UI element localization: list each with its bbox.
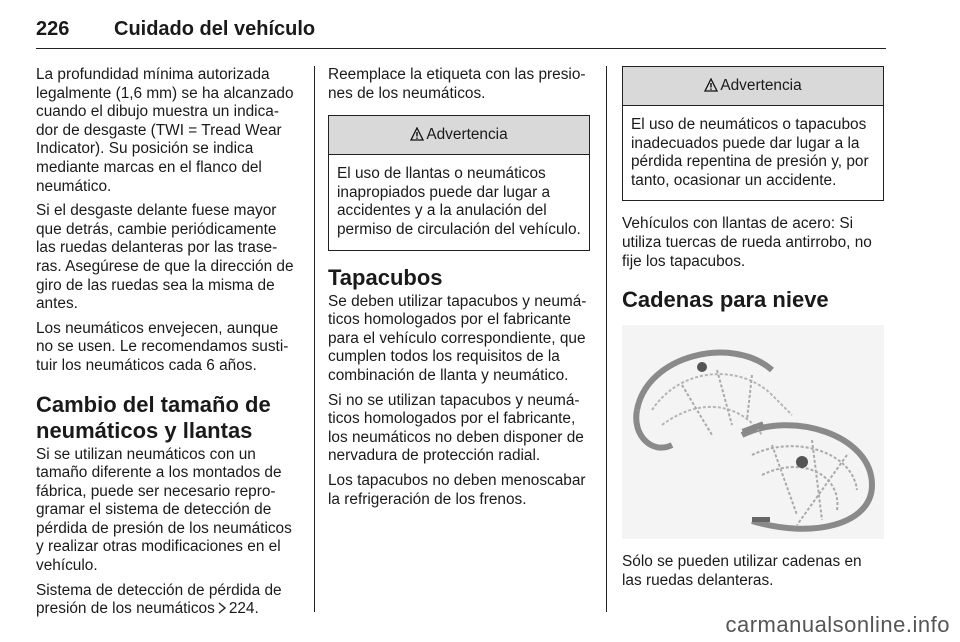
page-reference-arrow-icon — [217, 602, 227, 614]
chapter-title: Cuidado del vehículo — [114, 18, 316, 40]
paragraph-steel-rims: Vehículos con llantas de acero: Si utiliza tuercas de rueda antirrobo, no fije los tapacubos. — [622, 215, 872, 270]
warning-box-rims — [328, 115, 590, 250]
pressure-reference-text: Sistema de detección de pérdida de presión de los neumáticos — [36, 581, 282, 618]
watermark: carmanualsonline.info — [725, 612, 950, 637]
column-3 — [622, 66, 884, 596]
page-header — [36, 10, 886, 49]
warning-text: El uso de llantas o neumáticos inapropiados puede dar lugar a accidentes y a la anulación del permiso de circulación del vehículo. — [337, 165, 581, 238]
warning-text: El uso de neumáticos o tapacubos inadecuados puede dar lugar a la pérdida repentina de presión y, por tanto, ocasionar un accidente. — [631, 116, 869, 189]
heading-tyre-size-change: Cambio del tamaño de neumáticos y llantas — [36, 391, 271, 443]
warning-header — [623, 67, 883, 106]
heading-hubcaps: Tapacubos — [328, 264, 443, 290]
paragraph-hubcaps-approved: Se deben utilizar tapacubos y neumá-ticos homologados por el fabricante para el vehículo correspondiente, que cumplen todos los requisitos de la combinación de llanta y neumático. — [328, 292, 587, 384]
column-divider-1 — [314, 66, 315, 612]
warning-header — [329, 116, 589, 155]
snow-chains-illustration — [622, 325, 884, 539]
warning-icon — [410, 127, 424, 141]
column-2 — [328, 66, 590, 515]
paragraph-tread-depth: La profundidad mínima autorizada legalmente (1,6 mm) se ha alcanzado cuando el dibujo muestra un indica-dor de desgaste (TWI = Tread Wear Indicator). Su posición se indica mediante marcas en el flanco del neumático. — [36, 66, 294, 195]
paragraph-pressure-reference — [36, 582, 298, 619]
paragraph-hubcaps-brakes: Los tapacubos no deben menoscabar la refrigeración de los frenos. — [328, 471, 586, 508]
column-divider-2 — [606, 66, 607, 612]
paragraph-wheel-rotation: Si el desgaste delante fuese mayor que detrás, cambie periódicamente las ruedas delanteras por las trase-ras. Asegúrese de que la dirección de giro de las ruedas sea la misma de antes. — [36, 202, 294, 313]
column-1 — [36, 66, 298, 625]
paragraph-hubcaps-radial: Si no se utilizan tapacubos y neumá-ticos homologados por el fabricante, los neumáticos no deben disponer de nervadura de protección radial. — [328, 391, 584, 465]
paragraph-tyre-size: Si se utilizan neumáticos con un tamaño diferente a los montados de fábrica, puede ser necesario repro-gramar el sistema de detección de pérdida de presión de los neumáticos y realizar otras modificaciones en el vehículo. — [36, 445, 292, 575]
pressure-reference-link[interactable]: 224. — [228, 600, 259, 618]
warning-title: Advertencia — [426, 126, 508, 144]
paragraph-chains-front: Sólo se pueden utilizar cadenas en las ruedas delanteras. — [622, 553, 862, 589]
warning-box-hubcaps — [622, 66, 884, 201]
page-number: 226 — [36, 18, 70, 40]
paragraph-tyre-age: Los neumáticos envejecen, aunque no se usen. Le recomendamos susti-tuir los neumáticos cada 6 años. — [36, 319, 289, 374]
warning-title: Advertencia — [720, 77, 802, 94]
warning-icon — [704, 78, 718, 92]
heading-snow-chains: Cadenas para nieve — [622, 287, 829, 313]
paragraph-label-replace: Reemplace la etiqueta con las presio-nes de los neumáticos. — [328, 66, 586, 102]
